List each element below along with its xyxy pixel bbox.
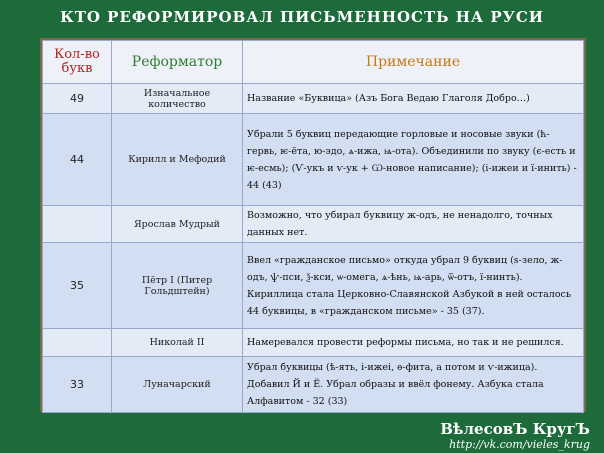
watermark xyxy=(440,420,590,451)
table-row xyxy=(43,84,584,114)
cell-note: Убрал буквицы (ѣ-ять, і-ижеі, ѳ-фита, а потом и ѵ-ижица). Добавил Й и Ё. Убрал образы и ввёл фонему. Азбука стала Алфавитом - 32 (33) xyxy=(243,357,584,413)
reform-table xyxy=(40,38,586,412)
watermark-url: http://vk.com/vieles_krug xyxy=(449,438,590,451)
table-row xyxy=(43,243,584,329)
cell-note: Возможно, что убирал буквицу ж-одъ, не ненадолго, точных данных нет. xyxy=(243,206,584,243)
cell-count: 49 xyxy=(43,84,112,114)
header-count-line2: букв xyxy=(61,61,93,76)
cell-note: Ввел «гражданское письмо» откуда убрал 9 буквиц (ѕ-зело, ж-одъ, ѱ-пси, ѯ-кси, ѡ-омега, ѧ-ѣнь, ѩ-арь, ѿ-отъ, ї-нинть). Кириллица стала Церковно-Славянской Азбукой в ней осталось 44 буквицы, в «гражданском письме» - 35 (37). xyxy=(243,243,584,329)
header-count-line1: Кол-во xyxy=(54,47,100,62)
cell-reformer: Изначальное количество xyxy=(112,84,243,114)
cell-reformer: Пётр I (Питер Гольдштейн) xyxy=(112,243,243,329)
cell-note: Убрали 5 буквиц передающие горловые и носовые звуки (ћ-гервь, ѥ-ёта, ю-эдо, ѧ-ижа, ѩ-ота). Объединили по звуку (є-есть и ѥ-есмь); (Ѵ-укъ и ѵ-ук + Ѡ-новое написание); (і-ижеи и ї-инить) - 44 (43) xyxy=(243,114,584,206)
cell-count: 33 xyxy=(43,357,112,413)
table-row xyxy=(43,329,584,357)
cell-reformer: Кирилл и Мефодий xyxy=(112,114,243,206)
header-count xyxy=(43,41,112,84)
header-note: Примечание xyxy=(243,41,584,84)
table-row xyxy=(43,114,584,206)
cell-count: 35 xyxy=(43,243,112,329)
watermark-title: ВѣлесовЪ КругЪ xyxy=(440,420,590,438)
cell-count xyxy=(43,206,112,243)
table-header xyxy=(43,41,584,84)
cell-count: 44 xyxy=(43,114,112,206)
cell-note: Намеревался провести реформы письма, но так и не решился. xyxy=(243,329,584,357)
cell-reformer: Николай II xyxy=(112,329,243,357)
table-row xyxy=(43,357,584,413)
page-title: КТО РЕФОРМИРОВАЛ ПИСЬМЕННОСТЬ НА РУСИ xyxy=(60,8,544,26)
cell-count xyxy=(43,329,112,357)
cell-note: Название «Буквица» (Азъ Бога Ведаю Глаголя Добро…) xyxy=(243,84,584,114)
cell-reformer: Ярослав Мудрый xyxy=(112,206,243,243)
header-reformer: Реформатор xyxy=(112,41,243,84)
table-row xyxy=(43,206,584,243)
cell-reformer: Луначарский xyxy=(112,357,243,413)
